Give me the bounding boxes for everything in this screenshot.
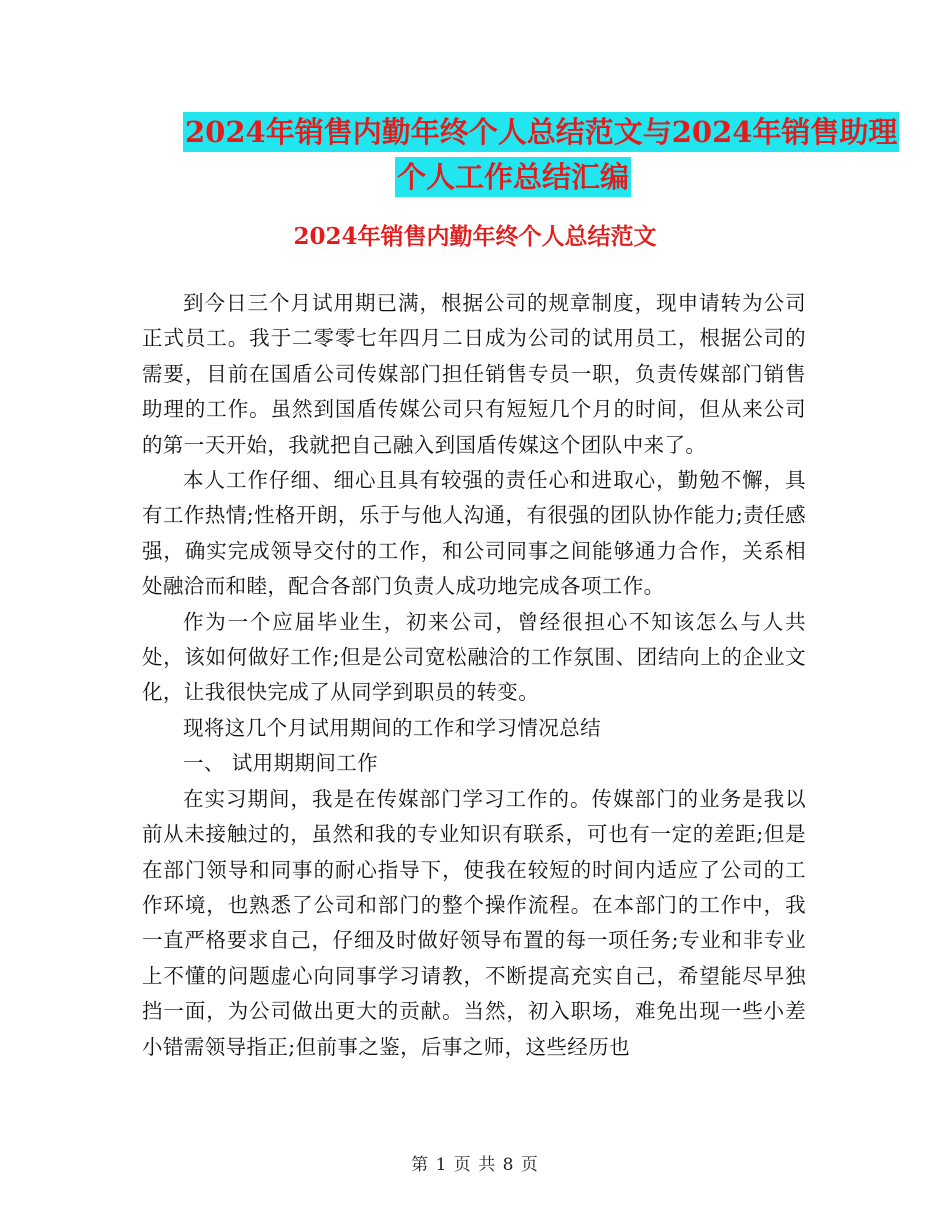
subheading-probation-work: 一、 试用期期间工作 [183,751,379,776]
document-body [142,286,806,1065]
paragraph-probation-summary: 到今日三个月试用期已满，根据公司的规章制度，现申请转为公司正式员工。我于二零零七年四月二日成为公司的试用员工，根据公司的需要，目前在国盾公司传媒部门担任销售专员一职，负责传媒部门销售助理的工作。虽然到国盾传媒公司只有短短几个月的时间，但从来公司的第一天开始，我就把自己融入到国盾传媒这个团队中来了。 [142,291,806,457]
document-title-line-2: 个人工作总结汇编 [395,157,631,197]
paragraph-internship-work: 在实习期间，我是在传媒部门学习工作的。传媒部门的业务是我以前从未接触过的，虽然和我的专业知识有联系，可也有一定的差距;但是在部门领导和同事的耐心指导下，使我在较短的时间内适应了公司的工作环境，也熟悉了公司和部门的整个操作流程。在本部门的工作中，我一直严格要求自己，仔细及时做好领导布置的每一项任务;专业和非专业上不懂的问题虚心向同事学习请教，不断提高充实自己，希望能尽早独挡一面，为公司做出更大的贡献。当然，初入职场，难免出现一些小差小错需领导指正;但前事之鉴，后事之师，这些经历也 [142,786,806,1059]
document-title-line-1: 2024年销售内勤年终个人总结范文与2024年销售助理 [183,112,899,152]
paragraph-graduate-adaptation: 作为一个应届毕业生，初来公司，曾经很担心不知该怎么与人共处，该如何做好工作;但是公司宽松融洽的工作氛围、团结向上的企业文化，让我很快完成了从同学到职员的转变。 [142,609,806,705]
paragraph-summary-intro: 现将这几个月试用期间的工作和学习情况总结 [183,715,601,740]
page-number-footer: 第 1 页 共 8 页 [411,1155,539,1175]
section-heading: 2024年销售内勤年终个人总结范文 [293,223,657,250]
paragraph-personal-qualities: 本人工作仔细、细心且具有较强的责任心和进取心，勤勉不懈，具有工作热情;性格开朗，乐于与他人沟通，有很强的团队协作能力;责任感强，确实完成领导交付的工作，和公司同事之间能够通力合作，关系相处融洽而和睦，配合各部门负责人成功地完成各项工作。 [142,468,806,599]
